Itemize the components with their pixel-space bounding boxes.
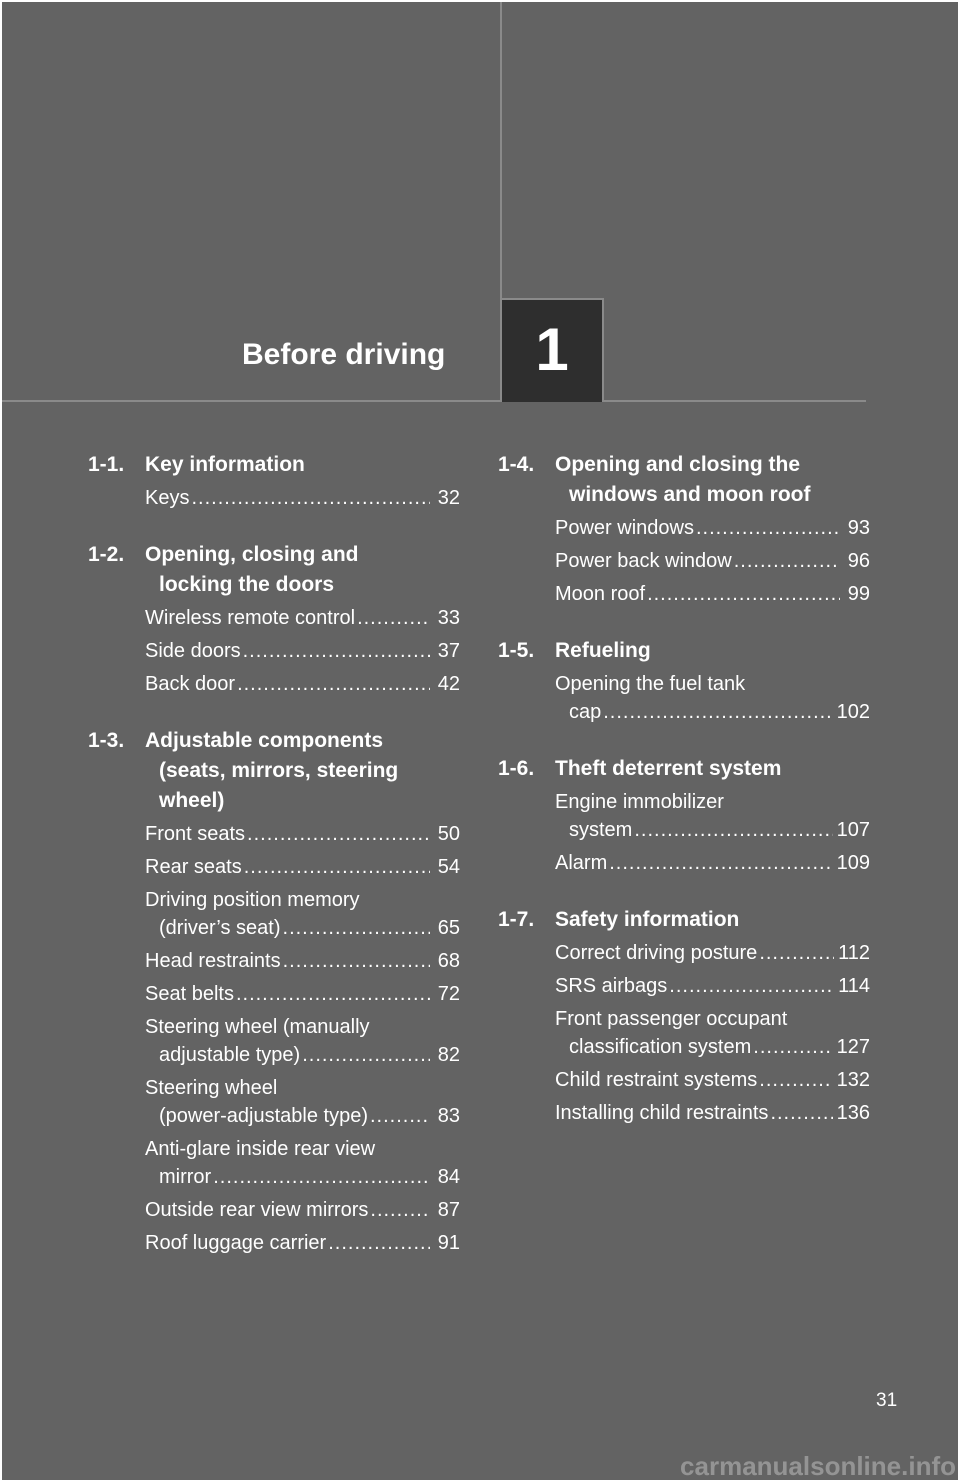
toc-entry-line <box>555 1005 870 1033</box>
dot-leader <box>647 580 840 608</box>
dot-leader <box>753 1033 832 1061</box>
section-heading <box>498 636 870 666</box>
section-title <box>555 905 870 935</box>
toc-entry-list <box>88 820 460 1257</box>
toc-entry-text: Installing child restraints <box>555 1102 769 1124</box>
toc-entry-line <box>145 853 460 881</box>
toc-entry[interactable] <box>88 1135 460 1191</box>
section-title-line: Safety information <box>555 908 740 931</box>
section-number: 1-3. <box>88 729 125 752</box>
toc-entry-text: Steering wheel (manually <box>145 1016 370 1038</box>
section-title-line: wheel) <box>159 789 225 812</box>
section-title-line: Adjustable components <box>145 729 384 752</box>
toc-entry[interactable] <box>88 1013 460 1069</box>
section-title-line: Theft deterrent system <box>555 757 782 780</box>
toc-page-number: 93 <box>847 517 870 539</box>
section-title-line: Opening and closing the <box>555 453 801 476</box>
toc-entry-line <box>555 939 870 967</box>
section-title <box>145 726 460 816</box>
toc-entry-line <box>145 886 460 914</box>
dot-leader <box>302 1041 430 1069</box>
dot-leader <box>243 637 430 665</box>
toc-page-number: 109 <box>836 852 870 874</box>
toc-entry-text: Rear seats <box>145 856 242 878</box>
page-number: 31 <box>876 1390 898 1411</box>
toc-page-number: 99 <box>847 583 870 605</box>
toc-page-number: 33 <box>437 607 460 629</box>
toc-entry-line <box>145 1013 460 1041</box>
toc-entry[interactable] <box>498 514 870 542</box>
dot-leader <box>370 1102 430 1130</box>
dot-leader <box>247 820 430 848</box>
toc-page-number: 54 <box>437 856 460 878</box>
section-heading <box>498 450 870 510</box>
toc-entry-line <box>145 1102 460 1130</box>
toc-entry-text: Head restraints <box>145 950 281 972</box>
section-number: 1-2. <box>88 543 125 566</box>
toc-entry[interactable] <box>498 670 870 726</box>
toc-entry-text: Outside rear view mirrors <box>145 1199 369 1221</box>
toc-entry[interactable] <box>88 1074 460 1130</box>
toc-entry-line <box>145 1074 460 1102</box>
section-number: 1-1. <box>88 453 125 476</box>
dot-leader <box>759 939 834 967</box>
section-title-line: locking the doors <box>159 573 335 596</box>
toc-entry-line <box>145 1135 460 1163</box>
toc-entry-text: classification system <box>569 1036 752 1058</box>
toc-entry[interactable] <box>498 1066 870 1094</box>
section-heading <box>498 754 870 784</box>
manual-page <box>2 2 958 1480</box>
section-title-line: Refueling <box>555 639 651 662</box>
toc-entry-line <box>145 980 460 1008</box>
section-title-line: Opening, closing and <box>145 543 359 566</box>
toc-entry-line <box>555 580 870 608</box>
dot-leader <box>759 1066 832 1094</box>
toc-page-number: 112 <box>838 942 870 964</box>
section-heading <box>88 450 460 480</box>
section-heading <box>498 905 870 935</box>
toc-entry-line <box>145 1163 460 1191</box>
chapter-number-box: 1 <box>500 298 604 402</box>
toc-section <box>88 450 460 512</box>
toc-page-number: 37 <box>437 640 460 662</box>
dot-leader <box>770 1099 832 1127</box>
dot-leader <box>734 547 840 575</box>
toc-entry[interactable] <box>88 604 460 632</box>
section-title-line: (seats, mirrors, steering <box>159 759 399 782</box>
section-heading <box>88 726 460 816</box>
toc-entry-text: Anti-glare inside rear view <box>145 1138 376 1160</box>
toc-page-number: 32 <box>437 487 460 509</box>
dot-leader <box>669 972 834 1000</box>
toc-entry-line <box>555 816 870 844</box>
section-title <box>555 450 870 510</box>
toc-entry-text: Roof luggage carrier <box>145 1232 327 1254</box>
toc-page-number: 42 <box>437 673 460 695</box>
toc-entry-line <box>145 1041 460 1069</box>
toc-page-number: 72 <box>437 983 460 1005</box>
toc-page-number: 68 <box>437 950 460 972</box>
horizontal-rule <box>2 400 866 402</box>
dot-leader <box>237 670 430 698</box>
section-number: 1-6. <box>498 757 535 780</box>
toc-right-column <box>498 450 870 1155</box>
toc-entry-line <box>145 914 460 942</box>
toc-entry-line <box>145 1229 460 1257</box>
toc-entry-text: cap <box>569 701 602 723</box>
toc-entry-text: adjustable type) <box>159 1044 301 1066</box>
toc-entry-text: system <box>569 819 633 841</box>
toc-entry[interactable] <box>498 972 870 1000</box>
toc-entry-line <box>145 820 460 848</box>
toc-entry[interactable] <box>498 1005 870 1061</box>
toc-page-number: 91 <box>437 1232 460 1254</box>
toc-entry-line <box>145 637 460 665</box>
chapter-title: Before driving <box>242 338 446 371</box>
toc-entry[interactable] <box>88 853 460 881</box>
toc-entry-text: Moon roof <box>555 583 646 605</box>
toc-entry-list <box>88 604 460 698</box>
dot-leader <box>634 816 832 844</box>
section-number: 1-7. <box>498 908 535 931</box>
toc-entry-line <box>145 604 460 632</box>
toc-section <box>88 540 460 698</box>
toc-entry-list <box>498 788 870 877</box>
toc-section <box>498 636 870 726</box>
toc-page-number: 132 <box>836 1069 870 1091</box>
toc-entry[interactable] <box>88 980 460 1008</box>
dot-leader <box>609 849 832 877</box>
toc-entry[interactable] <box>498 849 870 877</box>
toc-page-number: 65 <box>437 917 460 939</box>
toc-entry-list <box>498 670 870 726</box>
toc-entry-line <box>145 484 460 512</box>
toc-section <box>498 905 870 1127</box>
toc-entry-line <box>555 698 870 726</box>
toc-entry-line <box>145 670 460 698</box>
toc-page-number: 114 <box>838 975 870 997</box>
dot-leader <box>213 1163 430 1191</box>
section-title-line: windows and moon roof <box>569 483 811 506</box>
toc-entry-text: Wireless remote control <box>145 607 356 629</box>
toc-entry-text: Back door <box>145 673 236 695</box>
toc-page-number: 102 <box>836 701 870 723</box>
toc-entry-list <box>498 514 870 608</box>
dot-leader <box>283 947 430 975</box>
toc-entry[interactable] <box>498 580 870 608</box>
toc-entry[interactable] <box>88 947 460 975</box>
toc-page-number: 84 <box>437 1166 460 1188</box>
toc-entry-text: Keys <box>145 487 190 509</box>
toc-entry[interactable] <box>88 670 460 698</box>
section-number: 1-4. <box>498 453 535 476</box>
toc-entry[interactable] <box>88 484 460 512</box>
toc-page-number: 96 <box>847 550 870 572</box>
toc-page-number: 50 <box>437 823 460 845</box>
toc-entry-text: (power-adjustable type) <box>159 1105 368 1127</box>
toc-entry-text: Power windows <box>555 517 694 539</box>
toc-entry-text: Driving position memory <box>145 889 360 911</box>
toc-page-number: 136 <box>836 1102 870 1124</box>
toc-entry-text: SRS airbags <box>555 975 668 997</box>
toc-entry-line <box>145 1196 460 1224</box>
toc-entry-text: (driver’s seat) <box>159 917 281 939</box>
toc-entry-line <box>555 547 870 575</box>
toc-page-number: 82 <box>437 1044 460 1066</box>
toc-entry-text: Child restraint systems <box>555 1069 758 1091</box>
toc-entry-line <box>555 670 870 698</box>
toc-page-number: 87 <box>437 1199 460 1221</box>
toc-entry-line <box>555 1066 870 1094</box>
toc-entry-list <box>498 939 870 1127</box>
dot-leader <box>370 1196 430 1224</box>
dot-leader <box>696 514 840 542</box>
toc-entry-text: Correct driving posture <box>555 942 758 964</box>
toc-entry[interactable] <box>88 1229 460 1257</box>
section-title <box>145 540 460 600</box>
section-title <box>145 450 460 480</box>
dot-leader <box>283 914 430 942</box>
toc-entry[interactable] <box>88 820 460 848</box>
toc-entry-text: Opening the fuel tank <box>555 673 746 695</box>
toc-section <box>498 450 870 608</box>
toc-page-number: 107 <box>836 819 870 841</box>
dot-leader <box>244 853 430 881</box>
toc-entry[interactable] <box>498 939 870 967</box>
dot-leader <box>603 698 832 726</box>
toc-section <box>498 754 870 877</box>
dot-leader <box>357 604 430 632</box>
watermark-logo: carmanualsonline.info <box>680 1451 956 1481</box>
toc-entry[interactable] <box>88 1196 460 1224</box>
toc-entry-line <box>145 947 460 975</box>
toc-left-column <box>88 450 460 1285</box>
toc-entry-text: Power back window <box>555 550 732 572</box>
toc-entry-line <box>555 514 870 542</box>
toc-entry[interactable] <box>88 886 460 942</box>
toc-entry-text: Alarm <box>555 852 608 874</box>
toc-entry-text: Steering wheel <box>145 1077 278 1099</box>
toc-entry[interactable] <box>88 637 460 665</box>
dot-leader <box>191 484 430 512</box>
toc-entry-list <box>88 484 460 512</box>
toc-page-number: 83 <box>437 1105 460 1127</box>
toc-entry-text: Front seats <box>145 823 246 845</box>
section-number: 1-5. <box>498 639 535 662</box>
toc-entry[interactable] <box>498 1099 870 1127</box>
toc-page-number: 127 <box>836 1036 870 1058</box>
dot-leader <box>236 980 430 1008</box>
section-title-line: Key information <box>145 453 305 476</box>
section-title <box>555 754 870 784</box>
toc-entry-text: Engine immobilizer <box>555 791 724 813</box>
toc-entry[interactable] <box>498 547 870 575</box>
toc-entry-text: Seat belts <box>145 983 234 1005</box>
toc-entry-line <box>555 1099 870 1127</box>
toc-entry-text: mirror <box>159 1166 212 1188</box>
section-heading <box>88 540 460 600</box>
dot-leader <box>328 1229 430 1257</box>
toc-entry-text: Side doors <box>145 640 241 662</box>
section-title <box>555 636 870 666</box>
toc-entry-line <box>555 1033 870 1061</box>
toc-entry-text: Front passenger occupant <box>555 1008 788 1030</box>
toc-entry[interactable] <box>498 788 870 844</box>
toc-entry-line <box>555 972 870 1000</box>
toc-section <box>88 726 460 1257</box>
toc-entry-line <box>555 788 870 816</box>
toc-entry-line <box>555 849 870 877</box>
